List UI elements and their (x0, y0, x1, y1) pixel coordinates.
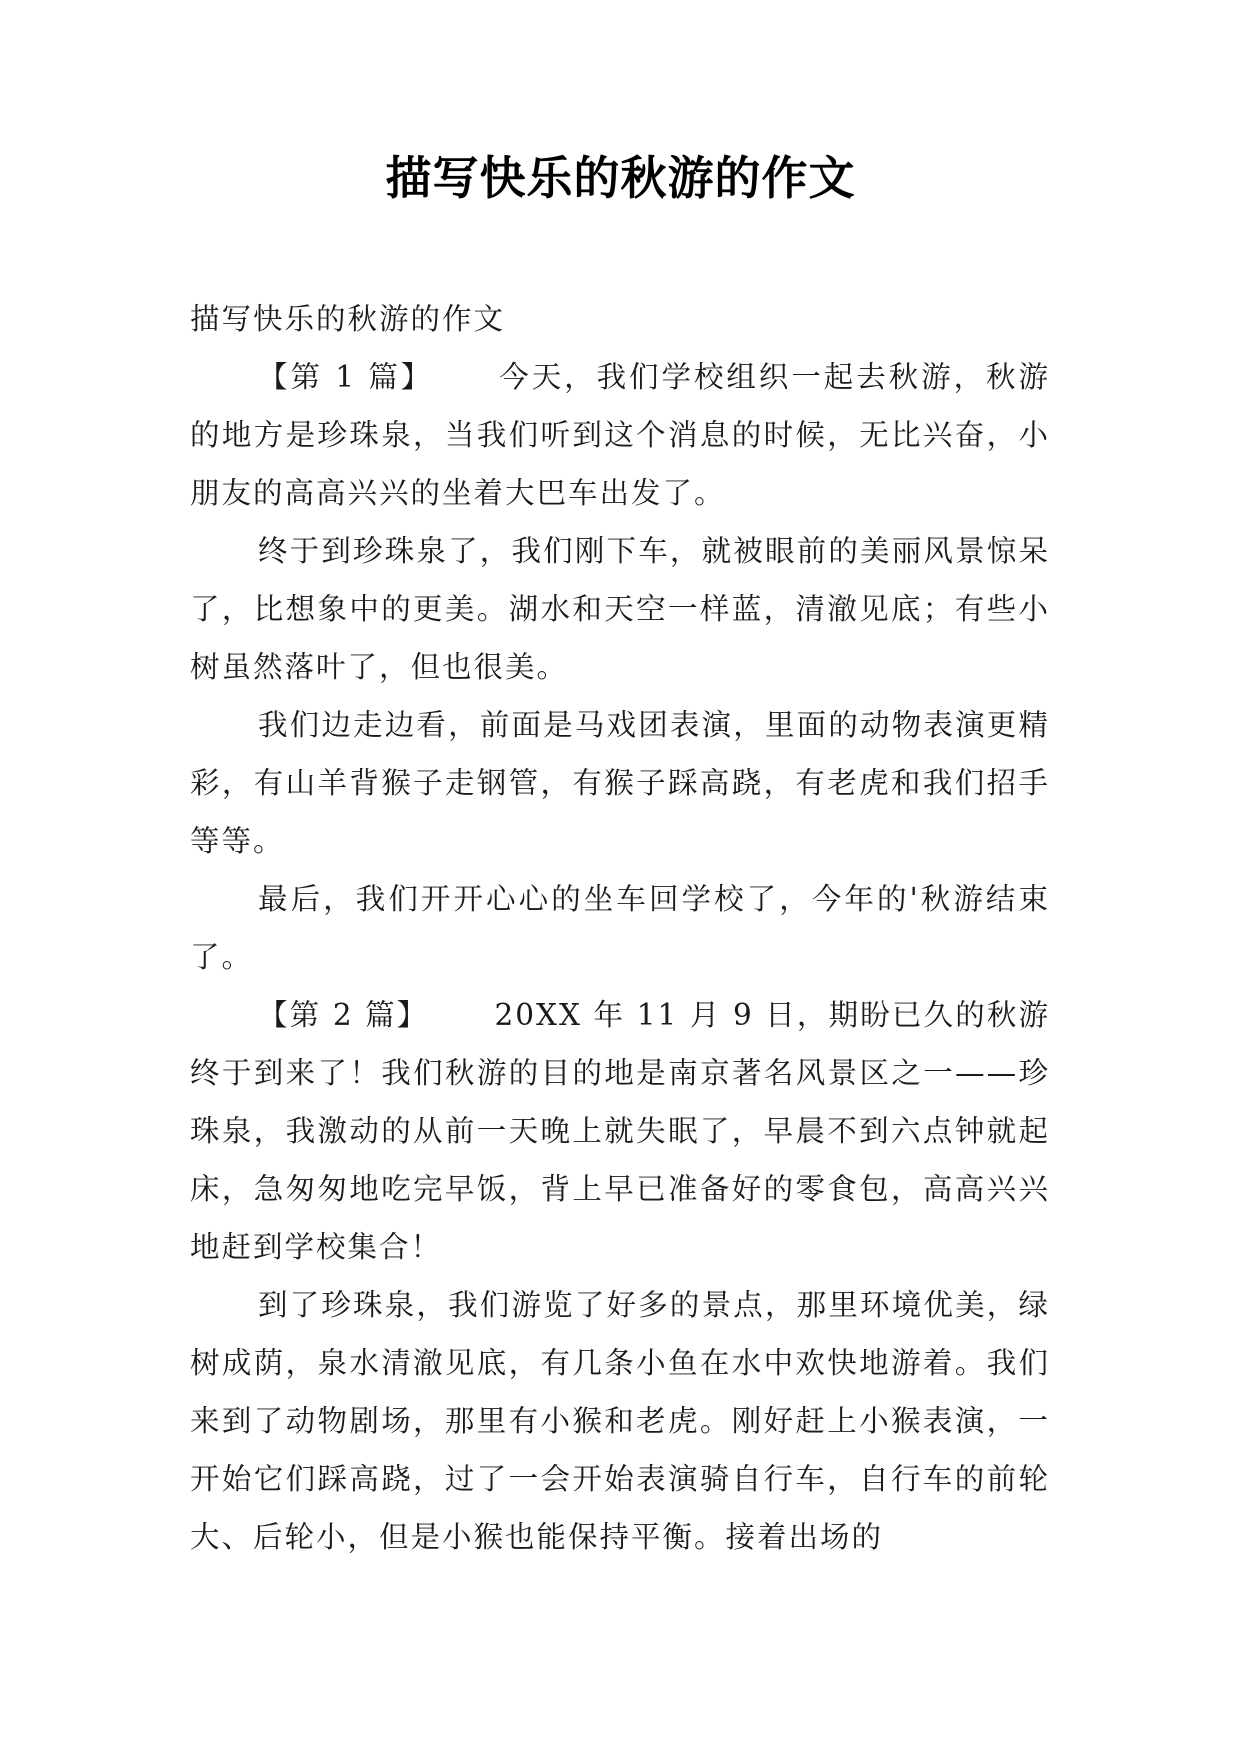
document-title: 描写快乐的秋游的作文 (385, 151, 856, 205)
document-subtitle: 描写快乐的秋游的作文 (190, 302, 506, 336)
paragraph: 到了珍珠泉，我们游览了好多的景点，那里环境优美，绿树成荫，泉水清澈见底，有几条小鱼在水中欢快地游着。我们来到了动物剧场，那里有小猴和老虎。刚好赶上小猴表演，一开始它们踩高跷，过了一会开始表演骑自行车，自行车的前轮大、后轮小，但是小猴也能保持平衡。接着出场的 (190, 1288, 1050, 1554)
document-body (190, 290, 1050, 1566)
paragraph: 最后，我们开开心心的坐车回学校了，今年的'秋游结束了。 (190, 882, 1050, 974)
paragraph: 终于到珍珠泉了，我们刚下车，就被眼前的美丽风景惊呆了，比想象中的更美。湖水和天空一样蓝，清澈见底；有些小树虽然落叶了，但也很美。 (190, 534, 1050, 684)
paragraph-text: 20XX 年 11 月 9 日，期盼已久的秋游终于到来了！我们秋游的目的地是南京著名风景区之一——珍珠泉，我激动的从前一天晚上就失眠了，早晨不到六点钟就起床，急匆匆地吃完早饭，背上早已准备好的零食包，高高兴兴地赶到学校集合！ (190, 998, 1050, 1264)
paragraph (190, 348, 1050, 522)
paragraph: 我们边走边看，前面是马戏团表演，里面的动物表演更精彩，有山羊背猴子走钢管，有猴子踩高跷，有老虎和我们招手等等。 (190, 708, 1050, 858)
paragraph-text: 今天，我们学校组织一起去秋游，秋游的地方是珍珠泉，当我们听到这个消息的时候，无比兴奋，小朋友的高高兴兴的坐着大巴车出发了。 (190, 360, 1050, 510)
section-marker: 【第 2 篇】 (258, 998, 429, 1032)
paragraph (190, 986, 1050, 1276)
section-marker: 【第 1 篇】 (258, 360, 434, 394)
